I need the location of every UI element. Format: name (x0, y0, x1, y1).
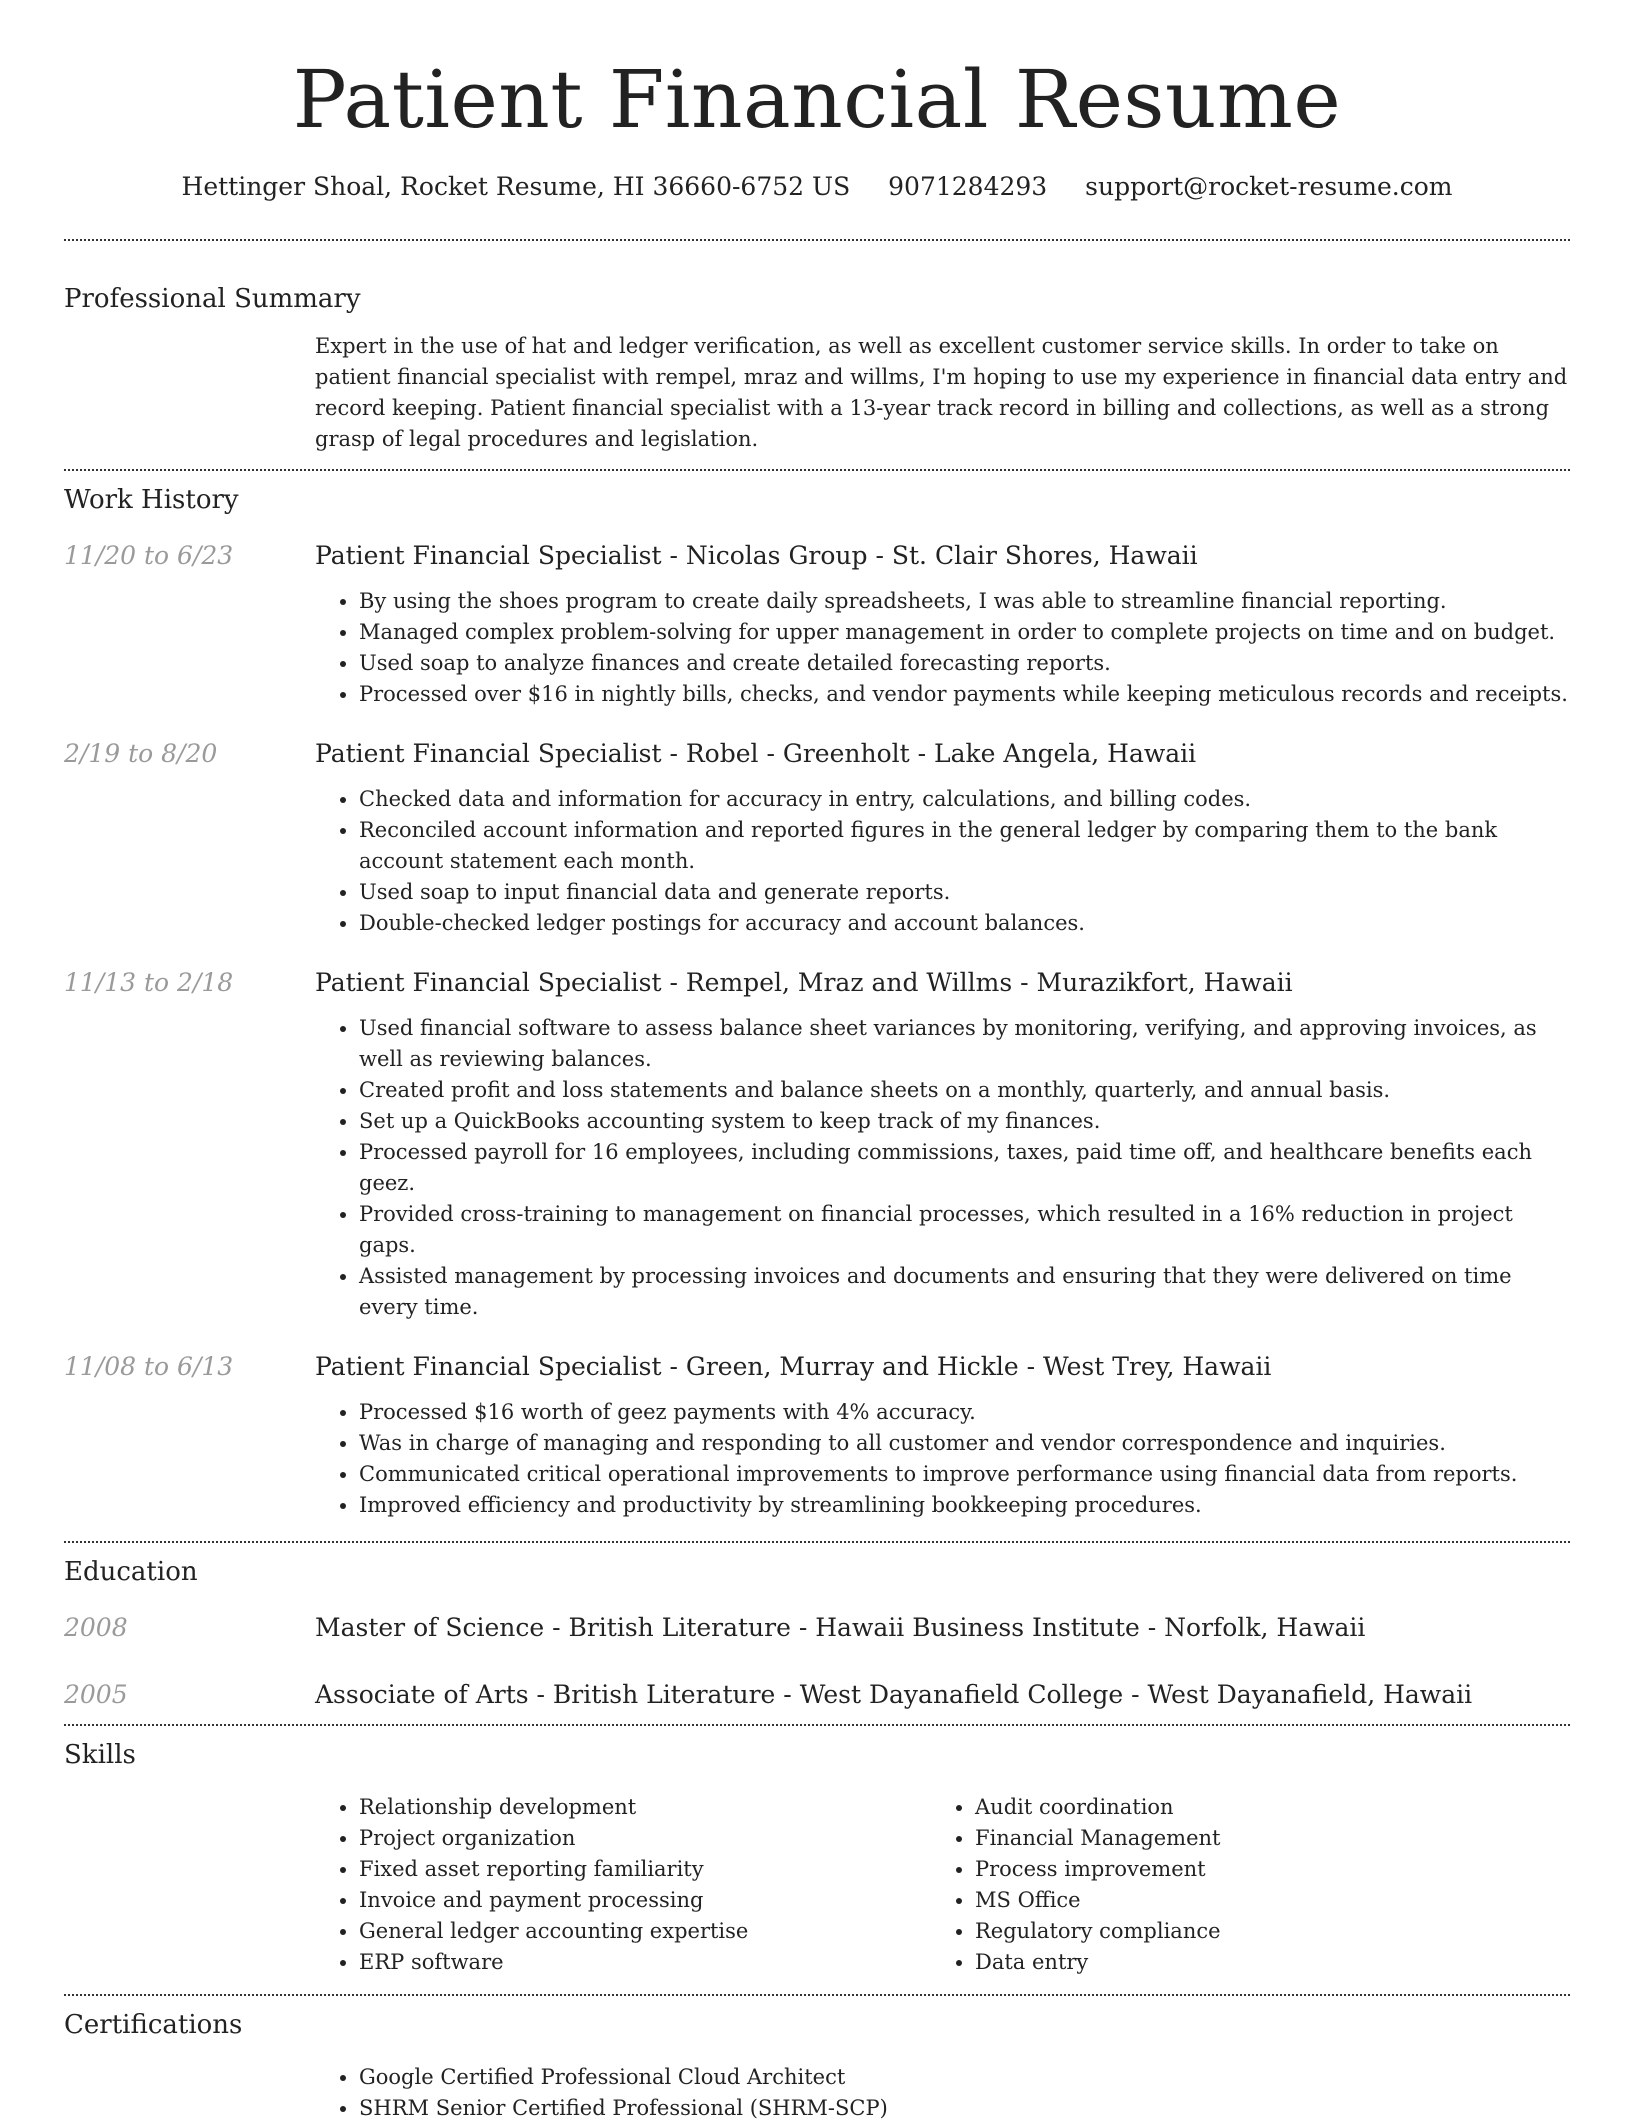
section-divider (64, 1724, 1570, 1726)
skill-item: • ERP software (359, 1947, 931, 1978)
job-bullet: • Improved efficiency and productivity by streamlining bookkeeping procedures. (359, 1490, 1570, 1521)
job-entry (64, 737, 1570, 939)
job-bullets (64, 1013, 1570, 1323)
education-entry (64, 1611, 1570, 1645)
job-bullet: • Provided cross-training to management on financial processes, which resulted in a 16% reduction in project gaps. (359, 1199, 1570, 1261)
job-title: Patient Financial Specialist - Robel - Greenholt - Lake Angela, Hawaii (315, 739, 1197, 768)
education-entry (64, 1678, 1570, 1712)
certifications-column (315, 2062, 1459, 2124)
skills-column-right (931, 1792, 1545, 1978)
job-bullet: • Set up a QuickBooks accounting system to keep track of my finances. (359, 1106, 1570, 1137)
job-entry (64, 966, 1570, 1323)
job-bullet: • Created profit and loss statements and balance sheets on a monthly, quarterly, and annual basis. (359, 1075, 1570, 1106)
summary-text: Expert in the use of hat and ledger verification, as well as excellent customer service skills. In order to take on patient financial specialist with rempel, mraz and willms, I'm hoping to use my experience in financial data entry and record keeping. Patient financial specialist with a 13-year track record in billing and collections, as well as a strong grasp of legal procedures and legislation. (315, 334, 1568, 451)
job-title: Patient Financial Specialist - Nicolas Group - St. Clair Shores, Hawaii (315, 541, 1198, 570)
skill-item: • Regulatory compliance (975, 1916, 1545, 1947)
section-divider (64, 469, 1570, 471)
job-bullet: • Used financial software to assess balance sheet variances by monitoring, verifying, and approving invoices, as well as reviewing balances. (359, 1013, 1570, 1075)
section-divider (64, 1994, 1570, 1996)
section-divider (64, 1541, 1570, 1543)
education-detail: Master of Science - British Literature - Hawaii Business Institute - Norfolk, Hawaii (315, 1613, 1366, 1642)
skills-column-left (315, 1792, 931, 1978)
job-entry (64, 539, 1570, 710)
job-bullets (64, 1397, 1570, 1521)
job-bullet: • Used soap to analyze finances and create detailed forecasting reports. (359, 648, 1570, 679)
job-bullet: • Reconciled account information and reported figures in the general ledger by comparing them to the bank account statement each month. (359, 815, 1570, 877)
contact-phone: 9071284293 (888, 172, 1048, 201)
skills-heading: Skills (64, 1740, 136, 1770)
skills-list (315, 1792, 1570, 1978)
skill-item: • Relationship development (359, 1792, 931, 1823)
job-bullet: • Processed payroll for 16 employees, including commissions, taxes, paid time off, and healthcare benefits each geez. (359, 1137, 1570, 1199)
contact-email: support@rocket-resume.com (1085, 172, 1453, 201)
certifications-list (315, 2062, 1570, 2124)
education-heading: Education (64, 1557, 198, 1587)
certifications-heading: Certifications (64, 2010, 243, 2040)
job-bullet: • Processed $16 worth of geez payments with 4% accuracy. (359, 1397, 1570, 1428)
skill-item: • Financial Management (975, 1823, 1545, 1854)
job-bullets (64, 586, 1570, 710)
job-entry (64, 1350, 1570, 1521)
job-dates: 11/13 to 2/18 (64, 968, 234, 997)
skill-item: • Data entry (975, 1947, 1545, 1978)
skill-item: • Project organization (359, 1823, 931, 1854)
skill-item: • Process improvement (975, 1854, 1545, 1885)
contact-line (64, 170, 1570, 204)
job-dates: 2/19 to 8/20 (64, 739, 218, 768)
work-history-heading: Work History (64, 485, 239, 515)
certification-item: • SHRM Senior Certified Professional (SHRM-SCP) (359, 2093, 1459, 2124)
job-dates: 11/20 to 6/23 (64, 541, 234, 570)
skill-item: • General ledger accounting expertise (359, 1916, 931, 1947)
job-bullets (64, 784, 1570, 939)
skill-item: • Audit coordination (975, 1792, 1545, 1823)
job-title: Patient Financial Specialist - Rempel, Mraz and Willms - Murazikfort, Hawaii (315, 968, 1293, 997)
summary-heading: Professional Summary (64, 284, 361, 314)
section-divider (64, 239, 1570, 241)
job-bullet: • Managed complex problem-solving for upper management in order to complete projects on time and on budget. (359, 617, 1570, 648)
job-bullet: • Assisted management by processing invoices and documents and ensuring that they were delivered on time every time. (359, 1261, 1570, 1323)
skill-item: • MS Office (975, 1885, 1545, 1916)
skill-item: • Fixed asset reporting familiarity (359, 1854, 931, 1885)
education-year: 2008 (64, 1613, 128, 1642)
job-bullet: • Used soap to input financial data and generate reports. (359, 877, 1570, 908)
resume-title: Patient Financial Resume (292, 53, 1342, 146)
job-bullet: • By using the shoes program to create daily spreadsheets, I was able to streamline financial reporting. (359, 586, 1570, 617)
education-detail: Associate of Arts - British Literature - West Dayanafield College - West Dayanafield, Hawaii (315, 1680, 1473, 1709)
job-bullet: • Checked data and information for accuracy in entry, calculations, and billing codes. (359, 784, 1570, 815)
education-year: 2005 (64, 1680, 128, 1709)
certification-item: • Google Certified Professional Cloud Architect (359, 2062, 1459, 2093)
job-bullet: • Processed over $16 in nightly bills, checks, and vendor payments while keeping meticulous records and receipts. (359, 679, 1570, 710)
job-bullet: • Double-checked ledger postings for accuracy and account balances. (359, 908, 1570, 939)
job-dates: 11/08 to 6/13 (64, 1352, 234, 1381)
job-bullet: • Was in charge of managing and responding to all customer and vendor correspondence and inquiries. (359, 1428, 1570, 1459)
job-title: Patient Financial Specialist - Green, Murray and Hickle - West Trey, Hawaii (315, 1352, 1272, 1381)
resume-page (64, 0, 1570, 2124)
skill-item: • Invoice and payment processing (359, 1885, 931, 1916)
contact-address: Hettinger Shoal, Rocket Resume, HI 36660-6752 US (181, 172, 851, 201)
job-bullet: • Communicated critical operational improvements to improve performance using financial data from reports. (359, 1459, 1570, 1490)
